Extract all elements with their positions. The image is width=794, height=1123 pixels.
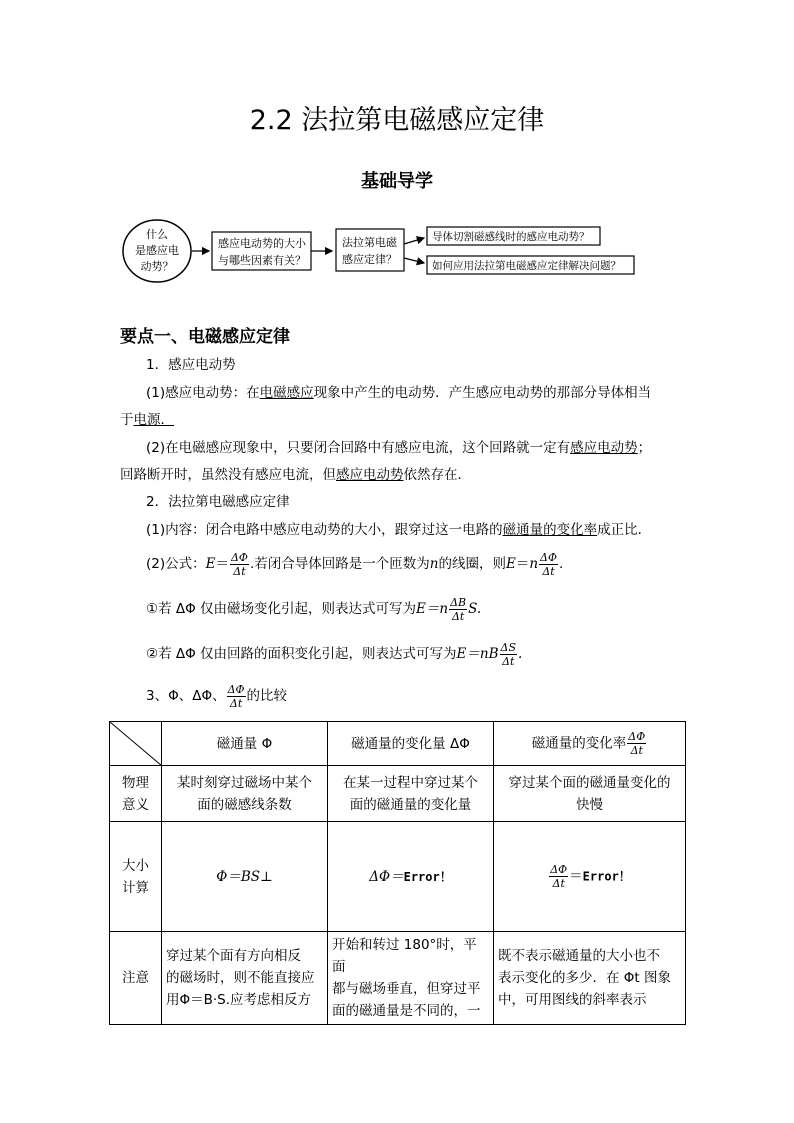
table-header-row xyxy=(110,722,686,766)
formula-fraction: $\frac{\Delta\Phi}{\Delta t}$ xyxy=(230,550,248,578)
page-subtitle: 基础导学 xyxy=(361,171,433,192)
para-emf-def-line2: 于电源． xyxy=(120,412,174,428)
table-header-flux-change: 磁通量的变化量 ΔΦ xyxy=(328,722,494,766)
table-header-flux: 磁通量 Φ xyxy=(162,722,328,766)
formula-fraction-b: $\frac{\Delta B}{\Delta t}$ xyxy=(450,595,467,623)
cell-meaning-flux: 某时刻穿过磁场中某个 面的磁感线条数 xyxy=(162,766,328,822)
cell-note-flux: 穿过某个面有方向相反 的磁场时，则不能直接应 用Φ＝B·S.应考虑相反方 xyxy=(162,932,328,1025)
cell-calc-change: ΔΦ＝Error！ xyxy=(328,822,494,932)
row-label-meaning: 物理 意义 xyxy=(110,766,162,822)
heading-faraday-law: 2．法拉第电磁感应定律 xyxy=(146,494,290,510)
para-emf-circuit-line1: (2)在电磁感应现象中，只要闭合回路中有感应电流，这个回路就一定有感应电动势； xyxy=(146,440,652,456)
row-label-note: 注意 xyxy=(110,932,162,1025)
cell-calc-flux: Φ＝BS⊥ xyxy=(162,822,328,932)
flow-box-law-line1: 法拉第电磁 xyxy=(342,236,397,249)
formula-fraction-n: $\frac{\Delta\Phi}{\Delta t}$ xyxy=(540,550,557,578)
row-label-calc: 大小 计算 xyxy=(110,822,162,932)
cell-note-rate: 既不表示磁通量的大小也不 表示变化的多少．在 Φt 图象 中，可用图线的斜率表示 xyxy=(494,932,686,1025)
flow-question-1-text: 导体切割磁感线时的感应电动势？ xyxy=(432,231,590,243)
concept-flow-diagram xyxy=(120,218,640,286)
section-heading-1: 要点一、电磁感应定律 xyxy=(120,327,290,347)
comparison-table xyxy=(109,721,686,1025)
flow-circle-line2: 是感应电 xyxy=(135,244,179,257)
para-law-case-area: ②若 ΔΦ 仅由回路的面积变化引起，则表达式可写为E＝nB $\frac{\Delta S}{\Delta t}$ . xyxy=(146,640,523,668)
page-title: 2.2 法拉第电磁感应定律 xyxy=(249,105,545,136)
table-corner-cell xyxy=(110,722,162,766)
table-row xyxy=(110,932,686,1025)
para-emf-def-line1: (1)感应电动势：在电磁感应现象中产生的电动势．产生感应电动势的那部分导体相当 xyxy=(146,385,652,401)
cell-meaning-rate: 穿过某个面的磁通量变化的 快慢 xyxy=(494,766,686,822)
flow-question-2-text: 如何应用法拉第电磁感应定律解决问题？ xyxy=(432,260,621,272)
para-law-content: (1)内容：闭合电路中感应电动势的大小，跟穿过这一电路的磁通量的变化率成正比． xyxy=(146,522,652,538)
para-law-case-field: ①若 ΔΦ 仅由磁场变化引起，则表达式可写为E＝n $\frac{\Delta B}{\Delta t}$ S. xyxy=(146,595,482,623)
cell-meaning-change: 在某一过程中穿过某个 面的磁通量的变化量 xyxy=(328,766,494,822)
flow-box-law-line2: 感应定律？ xyxy=(342,253,397,266)
flow-box-factors-line2: 与哪些因素有关？ xyxy=(218,254,306,267)
cell-note-change: 开始和转过 180°时，平面 都与磁场垂直，但穿过平 面的磁通量是不同的，一 xyxy=(328,932,494,1025)
table-row xyxy=(110,766,686,822)
para-emf-circuit-line2: 回路断开时，虽然没有感应电流，但感应电动势依然存在． xyxy=(120,467,471,483)
para-law-formula: (2)公式：E＝ $\frac{\Delta\Phi}{\Delta t}$ .若闭合导体回路是一个匝数为n的线圈，则E＝n $\frac{\Delta\Phi}{\Delta t}$ . xyxy=(146,550,564,578)
formula-fraction-s: $\frac{\Delta S}{\Delta t}$ xyxy=(500,640,517,668)
table-row xyxy=(110,822,686,932)
table-header-flux-rate: 磁通量的变化率 $\frac{\Delta\Phi}{\Delta t}$ xyxy=(494,722,686,766)
heading-emf: 1．感应电动势 xyxy=(146,357,236,373)
flow-circle-line3: 动势？ xyxy=(140,260,174,273)
flow-circle-line1: 什么 xyxy=(146,228,168,241)
heading-comparison: 3、Φ、ΔΦ、 $\frac{\Delta\Phi}{\Delta t}$ 的比较 xyxy=(146,682,288,710)
flow-box-factors-line1: 感应电动势的大小 xyxy=(218,237,306,250)
cell-calc-rate: $\frac{\Delta\Phi}{\Delta t}$ ＝Error！ xyxy=(494,822,686,932)
heading-fraction: $\frac{\Delta\Phi}{\Delta t}$ xyxy=(227,682,245,710)
